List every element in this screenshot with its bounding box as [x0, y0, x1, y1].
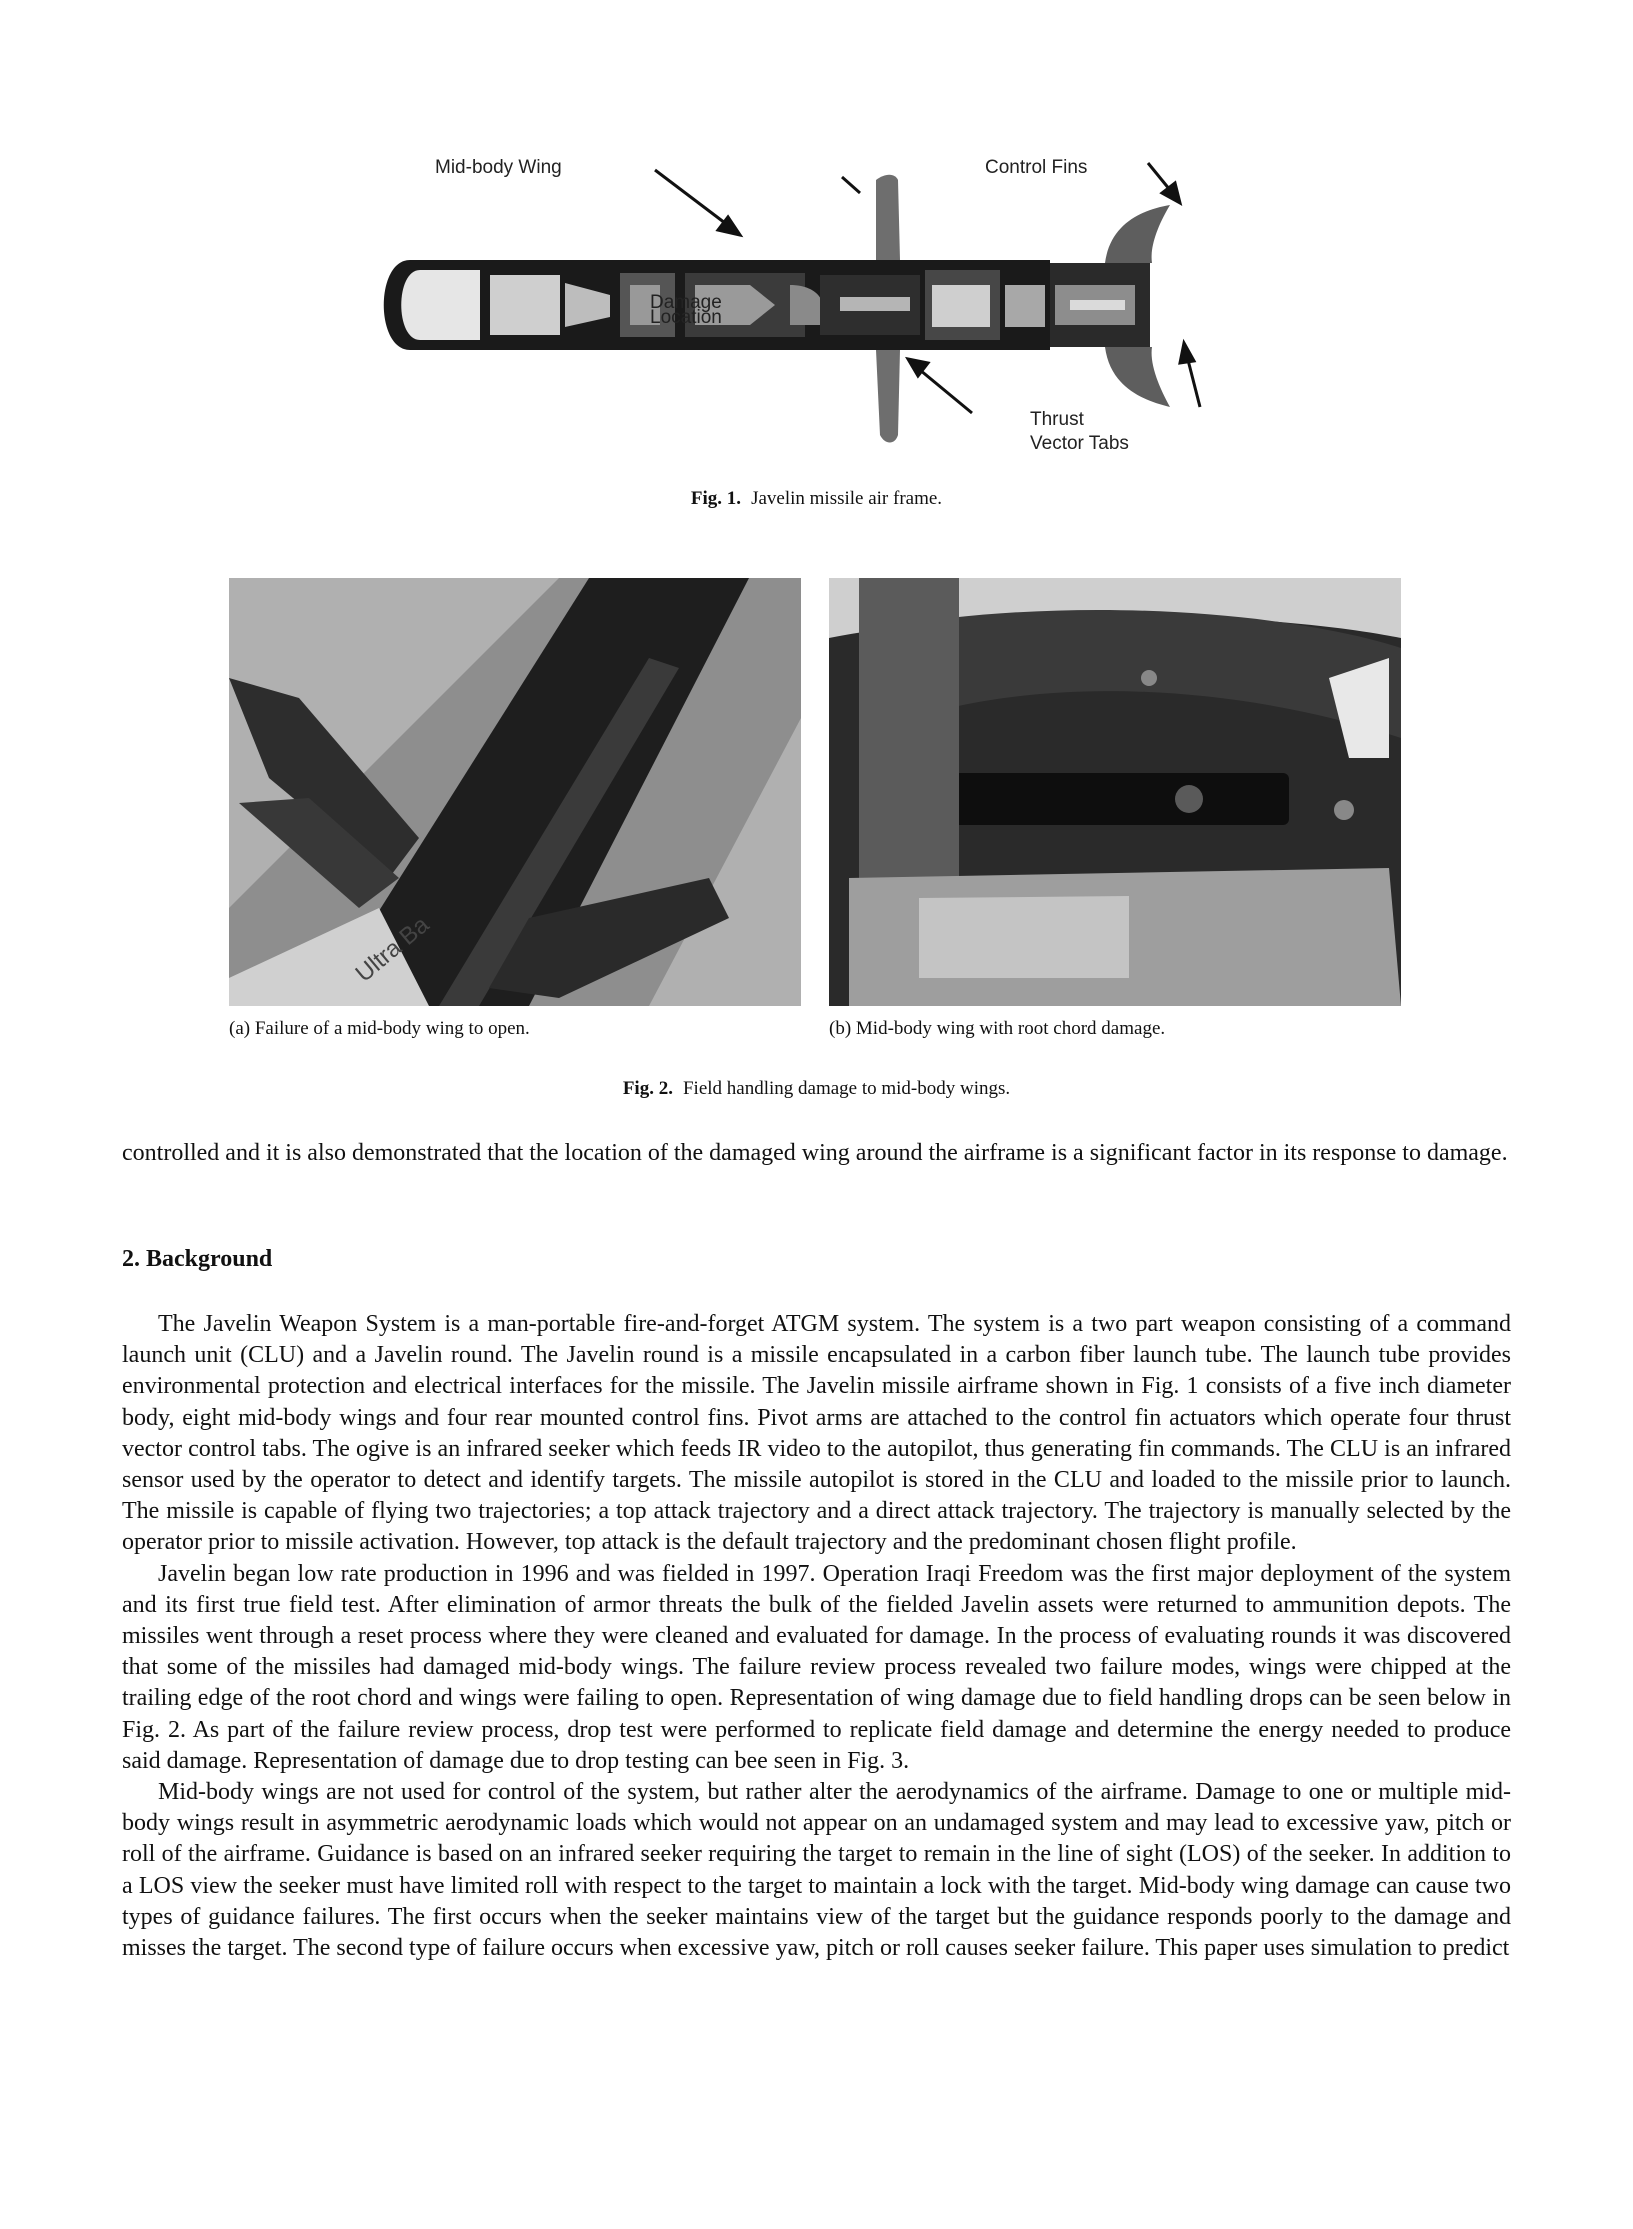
figure-2-caption	[0, 1078, 1633, 1100]
missile-body	[384, 260, 1150, 350]
figure-1-caption-text: Javelin missile air frame.	[751, 488, 943, 509]
mid-body-wing-top	[876, 175, 900, 260]
missile-diagram	[380, 145, 1260, 475]
label-control-fins: Control Fins	[985, 157, 1088, 178]
control-fin-top	[1105, 205, 1170, 263]
section-heading-background: 2. Background	[122, 1246, 273, 1272]
background-paragraph-1: The Javelin Weapon System is a man-portable fire-and-forget ATGM system. The system is a two part weapon consisting of a command launch unit (CLU) and a Javelin round. The Javelin round is a missile encapsulated in a carbon fiber launch tube. The launch tube provides environmental protection and electrical interfaces for the missile. The Javelin missile airframe shown in Fig. 1 consists of a five inch diameter body, eight mid-body wings and four rear mounted control fins. Pivot arms are attached to the control fin actuators which operate four thrust vector control tabs. The ogive is an infrared seeker which feeds IR video to the autopilot, thus generating fin commands. The CLU is an infrared sensor used by the operator to detect and identify targets. The missile autopilot is stored in the CLU and loaded to the missile prior to launch. The missile is capable of flying two trajectories; a top attack trajectory and a direct attack trajectory. The trajectory is manually selected by the operator prior to missile activation. However, top attack is the default trajectory and the predominant chosen flight profile.	[122, 1311, 1511, 1556]
control-fin-bottom	[1105, 347, 1170, 407]
photo-a-label-text: Ultra Ba	[350, 911, 435, 988]
figure-2b-subcaption: (b) Mid-body wing with root chord damage.	[829, 1018, 1166, 1039]
figure-2-caption-text: Field handling damage to mid-body wings.	[682, 1078, 1011, 1099]
label-damage-location-line1: Damage	[650, 292, 722, 313]
figure-2a-subcaption: (a) Failure of a mid-body wing to open.	[229, 1018, 530, 1039]
figure-1-caption	[0, 488, 1633, 510]
intro-continuation-paragraph: controlled and it is also demonstrated that the location of the damaged wing around the airframe is a significant factor in its response to damage.	[122, 1140, 1508, 1166]
mid-body-wing-bottom	[876, 350, 900, 443]
background-paragraph-2: Javelin began low rate production in 1996 and was fielded in 1997. Operation Iraqi Freedom was the first major deployment of the system and its first true field test. After elimination of armor threats the bulk of the fielded Javelin assets were returned to ammunition depots. The missiles went through a reset process where they were cleaned and evaluated for damage. In the process of evaluating rounds it was discovered that some of the missiles had damaged mid-body wings. The failure review process revealed two failure modes, wings were chipped at the trailing edge of the root chord and wings were failing to open. Representation of wing damage due to field handling drops can be seen below in Fig. 2. As part of the failure review process, drop test were performed to replicate field damage and determine the energy needed to produce said damage. Representation of damage due to drop testing can bee seen in Fig. 3.	[122, 1560, 1511, 1774]
figure-2b-photo	[829, 578, 1401, 1006]
figure-2-caption-number: Fig. 2.	[622, 1078, 673, 1099]
label-thrust-vector-tabs-line1: Thrust	[1030, 409, 1084, 430]
figure-2a-photo	[229, 578, 801, 1006]
label-thrust-vector-tabs-line2: Vector Tabs	[1030, 433, 1129, 454]
label-damage-location-line2: Location	[650, 307, 722, 328]
label-mid-body-wing: Mid-body Wing	[435, 157, 562, 178]
background-paragraph-3: Mid-body wings are not used for control of the system, but rather alter the aerodynamics of the airframe. Damage to one or multiple mid-body wings result in asymmetric aerodynamic loads which would not appear on an undamaged system and may lead to excessive yaw, pitch or roll of the airframe. Guidance is based on an infrared seeker requiring the target to remain in the line of sight (LOS) of the seeker. In addition to a LOS view the seeker must have limited roll with respect to the target to maintain a lock with the target. Mid-body wing damage can cause two types of guidance failures. The first occurs when the seeker maintains view of the target but the guidance responds poorly to the damage and misses the target. The second type of failure occurs when excessive yaw, pitch or roll causes seeker failure. This paper uses simulation to predict	[122, 1779, 1511, 1962]
figure-1-caption-number: Fig. 1.	[690, 488, 742, 509]
figure-1-missile-airframe	[380, 145, 1260, 475]
background-section-body	[122, 1309, 1511, 1964]
